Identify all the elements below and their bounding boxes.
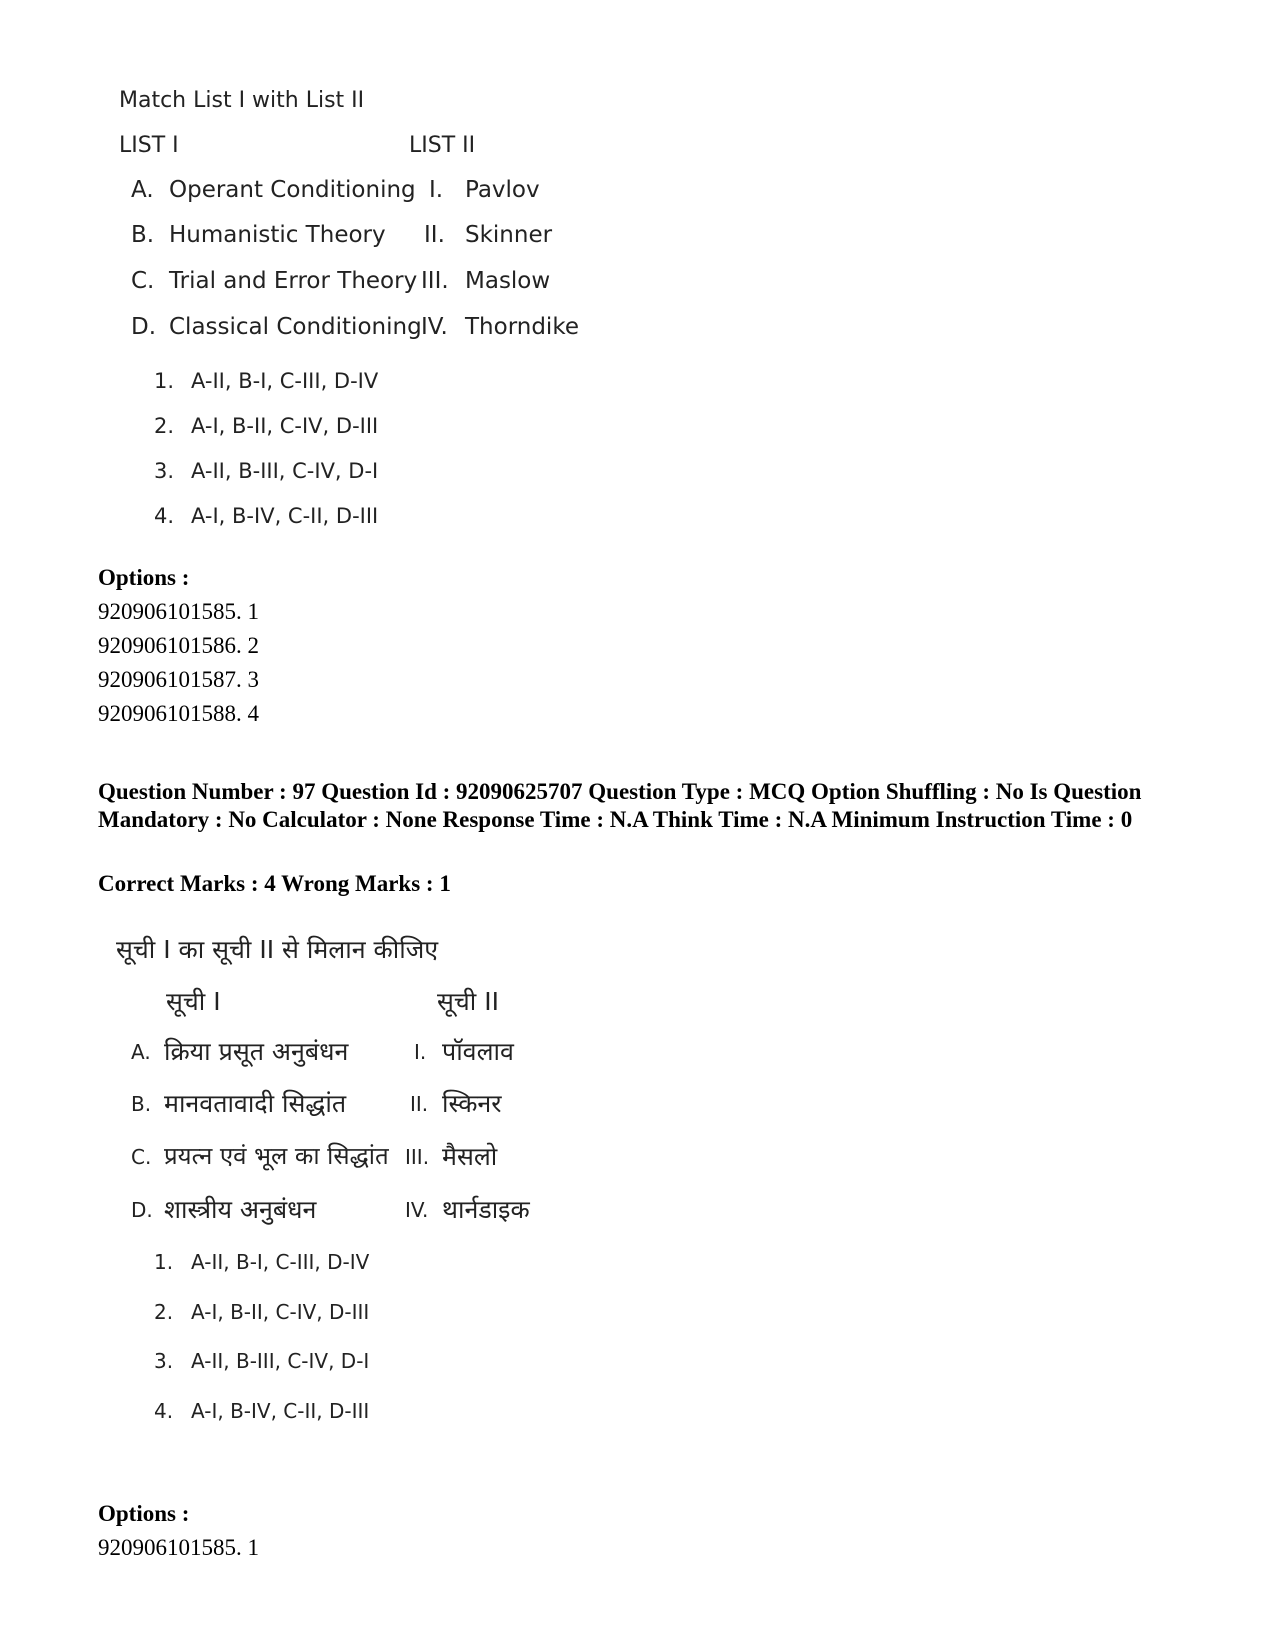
answer-text: A-II, B-III, C-IV, D-I [191,1349,370,1373]
list1-item: Trial and Error Theory [169,268,418,294]
list1-header: LIST I [119,133,179,158]
list1-marker: C. [131,268,155,294]
option-item: 920906101588. 4 [98,701,259,726]
options-label: Options : [98,1501,190,1526]
answer-number: 1. [154,1250,174,1274]
list2-marker: IV. [405,1198,429,1222]
list2-marker: II. [410,1092,429,1116]
answer-number: 3. [154,1349,174,1373]
option-item: 920906101585. 1 [98,599,259,624]
answer-text: A-II, B-I, C-III, D-IV [191,369,379,393]
list1-header: सूची I [166,987,221,1016]
answer-number: 1. [154,369,175,393]
list1-marker: A. [131,1040,151,1064]
answer-text: A-I, B-IV, C-II, D-III [191,504,379,528]
list1-marker: B. [131,222,155,248]
list2-marker: III. [421,268,449,294]
list1-item: Humanistic Theory [169,222,386,248]
list2-marker: III. [405,1145,430,1169]
list1-item: Classical Conditioning [169,314,422,340]
list2-marker: I. [414,1040,427,1064]
list1-item: क्रिया प्रसूत अनुबंधन [164,1037,349,1066]
option-item: 920906101585. 1 [98,1535,259,1560]
list1-marker: A. [131,177,154,203]
list1-item: शास्त्रीय अनुबंधन [164,1195,317,1224]
answer-number: 4. [154,1399,174,1423]
list1-item: Operant Conditioning [169,177,416,203]
list2-marker: I. [429,177,444,203]
list2-item: Maslow [465,268,551,294]
answer-text: A-I, B-II, C-IV, D-III [191,414,379,438]
answer-text: A-I, B-IV, C-II, D-III [191,1399,370,1423]
list2-item: थार्नडाइक [442,1195,530,1224]
list2-item: Thorndike [465,314,579,340]
question-prompt-english: Match List I with List II [119,88,365,113]
list2-item: पॉवलाव [442,1037,514,1066]
list1-marker: D. [131,1198,153,1222]
list2-header: सूची II [437,987,499,1016]
answer-text: A-I, B-II, C-IV, D-III [191,1300,370,1324]
list1-marker: D. [131,314,157,340]
question-meta: Question Number : 97 Question Id : 92090625707 Question Type : MCQ Option Shuffling : No Is Question Mandatory : No Calculator : None Response Time : N.A Think Time : N.A Minimum Instruction Time : 0 [98,779,1142,832]
option-item: 920906101586. 2 [98,633,259,658]
list2-marker: IV. [421,314,448,340]
marks-info: Correct Marks : 4 Wrong Marks : 1 [98,871,451,896]
options-label: Options : [98,565,190,590]
answer-number: 2. [154,1300,174,1324]
question-prompt-hindi: सूची I का सूची II से मिलान कीजिए [116,935,439,964]
list1-marker: B. [131,1092,152,1116]
answer-number: 4. [154,504,175,528]
answer-number: 2. [154,414,175,438]
answer-text: A-II, B-III, C-IV, D-I [191,459,379,483]
list2-item: मैसलो [442,1142,498,1171]
list2-item: Skinner [465,222,553,248]
list2-marker: II. [424,222,445,248]
list1-marker: C. [131,1145,152,1169]
list1-item: प्रयत्न एवं भूल का सिद्धांत [164,1142,389,1170]
answer-number: 3. [154,459,175,483]
list1-item: मानवतावादी सिद्धांत [164,1089,347,1118]
list2-item: स्किनर [442,1089,502,1118]
answer-text: A-II, B-I, C-III, D-IV [191,1250,370,1274]
option-item: 920906101587. 3 [98,667,259,692]
list2-item: Pavlov [465,177,540,203]
list2-header: LIST II [409,133,476,158]
